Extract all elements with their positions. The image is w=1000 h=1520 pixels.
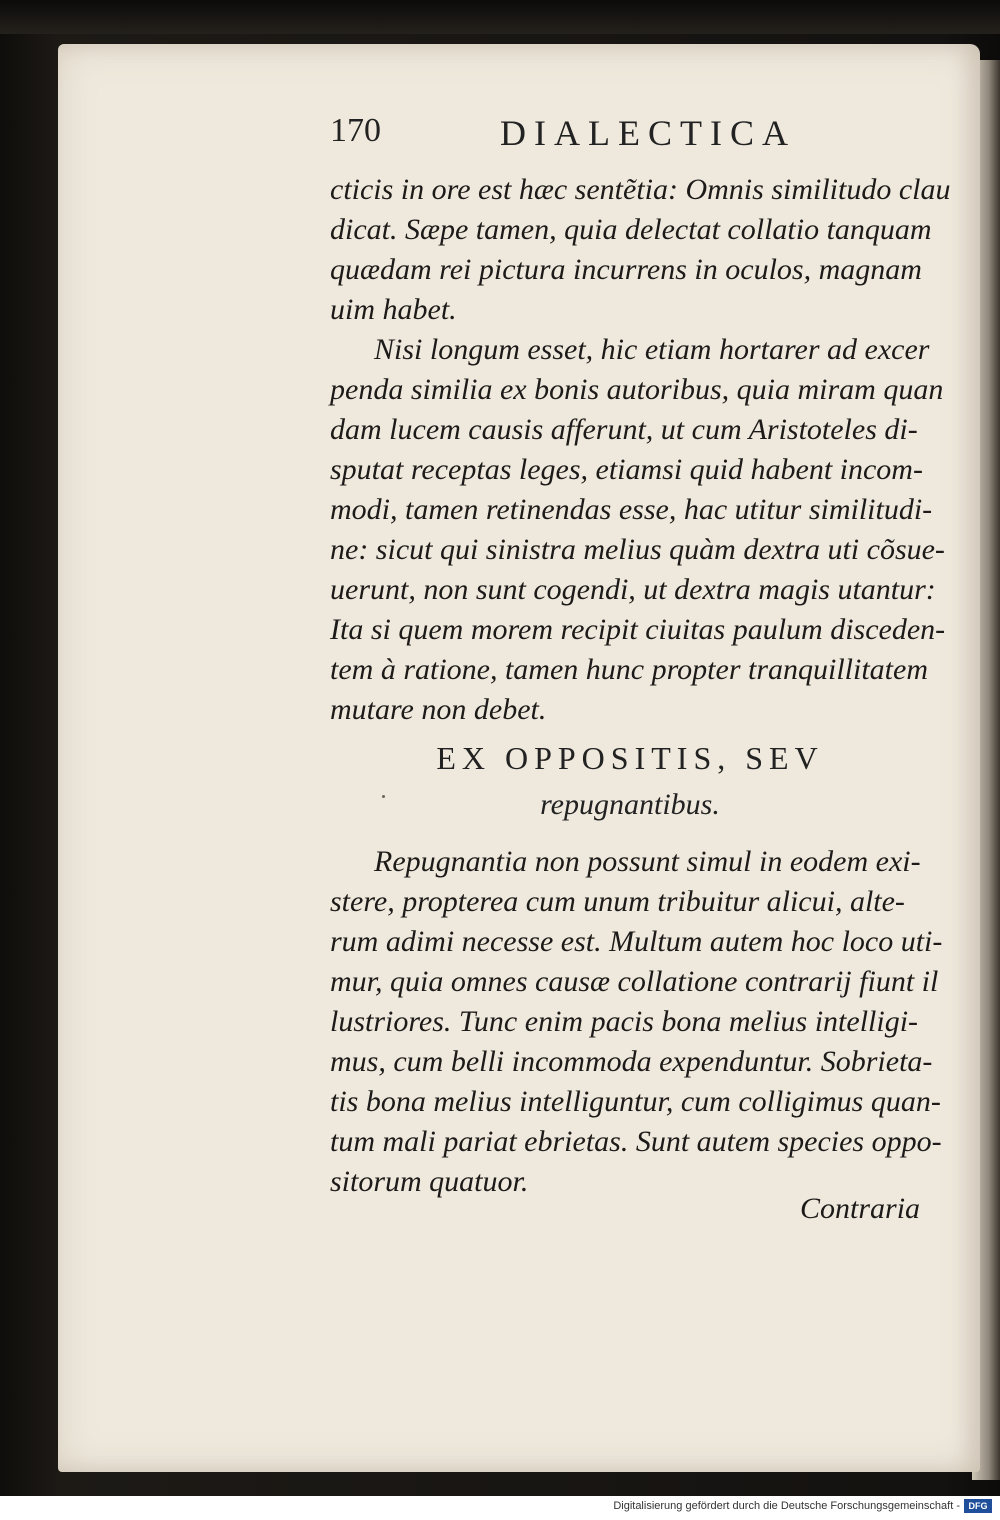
text-line: mutare non debet. bbox=[330, 693, 547, 726]
text-line: uim habet. bbox=[330, 293, 457, 326]
section-heading bbox=[330, 740, 930, 828]
text-line: tem à ratione, tamen hunc propter tranquillitatem bbox=[330, 653, 928, 686]
text-line: Ita si quem morem recipit ciuitas paulum disceden- bbox=[330, 613, 946, 646]
text-line: uerunt, non sunt cogendi, ut dextra magis utantur: bbox=[330, 573, 936, 606]
text-line: dam lucem causis afferunt, ut cum Aristoteles di- bbox=[330, 413, 918, 446]
section-title: EX OPPOSITIS, SEV bbox=[436, 740, 824, 776]
text-line: Nisi longum esset, hic etiam hortarer ad excer bbox=[374, 333, 930, 366]
text-line: mur, quia omnes causæ collatione contrarij fiunt il bbox=[330, 965, 939, 998]
text-line: mus, cum belli incommoda expenduntur. Sobrieta- bbox=[330, 1045, 933, 1078]
scan-top-edge bbox=[0, 0, 1000, 34]
catchword: Contraria bbox=[800, 1192, 921, 1225]
text-line: sitorum quatuor. bbox=[330, 1165, 529, 1198]
running-head: DIALECTICA bbox=[500, 113, 796, 153]
section-subtitle: repugnantibus. bbox=[540, 788, 720, 821]
text-line: dicat. Sæpe tamen, quia delectat collatio tanquam bbox=[330, 213, 932, 246]
text-line: stere, propterea cum unum tribuitur alicui, alte- bbox=[330, 885, 905, 918]
page-number: 170 bbox=[330, 112, 381, 149]
text-line: cticis in ore est hæc sentẽtia: Omnis similitudo clau bbox=[330, 173, 951, 206]
text-line: tum mali pariat ebrietas. Sunt autem species oppo- bbox=[330, 1125, 942, 1158]
funding-credit: Digitalisierung gefördert durch die Deutsche Forschungsgemeinschaft - bbox=[613, 1500, 960, 1512]
text-line: quædam rei pictura incurrens in oculos, magnam bbox=[330, 253, 922, 286]
text-line: lustriores. Tunc enim pacis bona melius intelligi- bbox=[330, 1005, 919, 1038]
dfg-logo: DFG bbox=[964, 1499, 992, 1513]
text-line: modi, tamen retinendas esse, hac utitur similitudi- bbox=[330, 493, 933, 526]
text-line: Repugnantia non possunt simul in eodem exi- bbox=[374, 845, 921, 878]
text-line: penda similia ex bonis autoribus, quia miram quan bbox=[330, 373, 944, 406]
text-line: sputat receptas leges, etiamsi quid habent incom- bbox=[330, 453, 923, 486]
text-line: ne: sicut qui sinistra melius quàm dextra uti cõsue- bbox=[330, 533, 945, 566]
text-block-lower bbox=[330, 842, 943, 1202]
text-line: rum adimi necesse est. Multum autem hoc loco uti- bbox=[330, 925, 943, 958]
text-block-upper bbox=[330, 170, 951, 730]
ink-speck bbox=[382, 795, 385, 798]
page-header bbox=[330, 112, 930, 156]
text-line: tis bona melius intelliguntur, cum colligimus quan- bbox=[330, 1085, 941, 1118]
